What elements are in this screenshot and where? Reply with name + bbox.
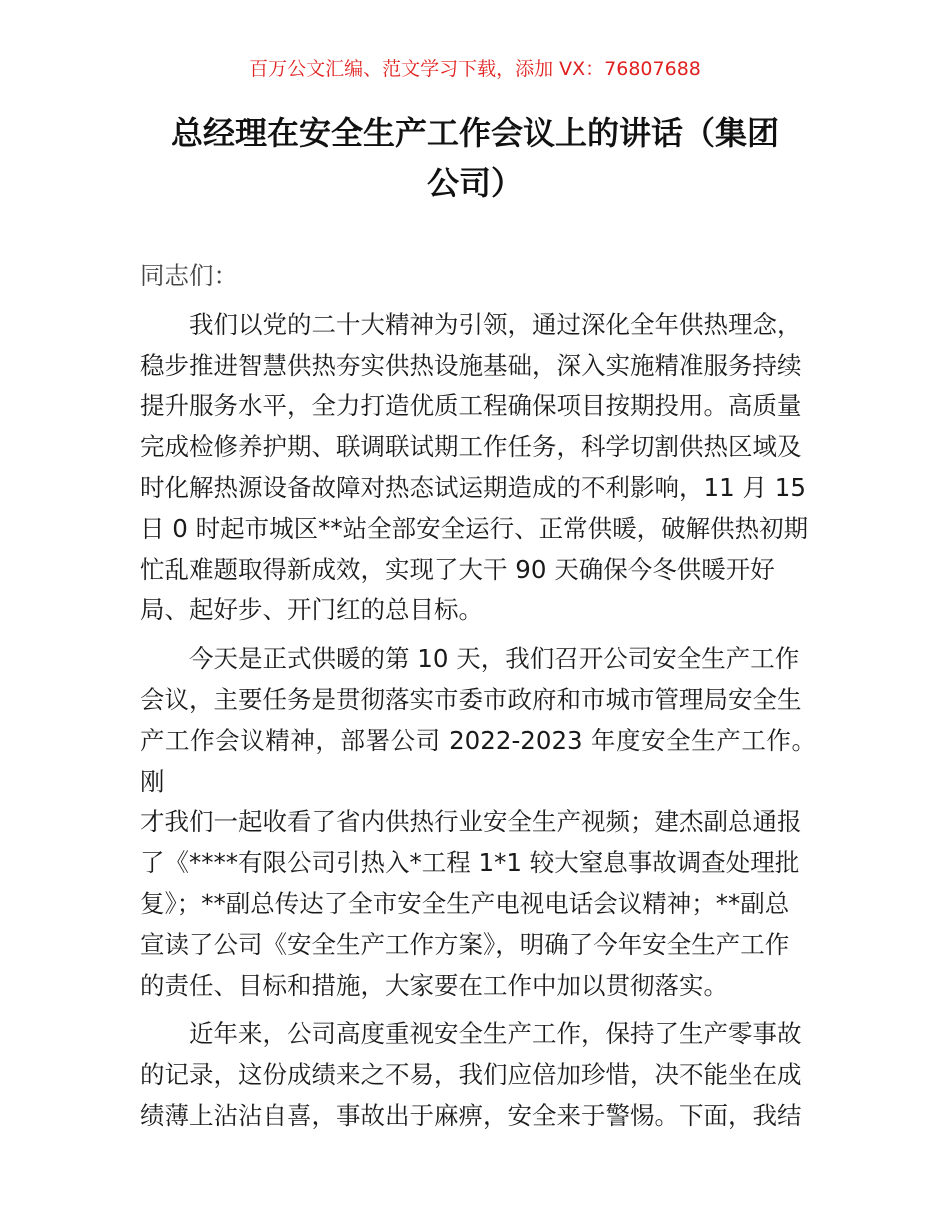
paragraph-1: 我们以党的二十大精神为引领，通过深化全年供热理念， 稳步推进智慧供热夯实供热设施基础，深入实施精准服务持续 提升服务水平，全力打造优质工程确保项目按期投用。高质量 完成检修养护期、联调联试期工作任务，科学切割供热区域及 时化解热源设备故障对热态试运期造成的不利影响，11 月 15 日 0 时起市城区**站全部安全运行、正常供暖，破解供热初期 忙乱难题取得新成效，实现了大干 90 天确保今冬供暖开好 局、起好步、开门红的总目标。 xyxy=(140,309,809,625)
promo-banner: 百万公文汇编、范文学习下载，添加 VX：76807688 xyxy=(249,58,701,80)
paragraph-3: 近年来，公司高度重视安全生产工作，保持了生产零事故 的记录，这份成绩来之不易，我们应倍加珍惜，决不能坐在成 绩薄上沾沾自喜，事故出于麻痹，安全来于警惕。下面，我结 xyxy=(140,1019,802,1130)
title-line-2: 公司） xyxy=(426,164,523,202)
title-line-1: 总经理在安全生产工作会议上的讲话（集团 xyxy=(170,114,779,152)
salutation: 同志们： xyxy=(140,261,238,290)
paragraph-2: 今天是正式供暖的第 10 天，我们召开公司安全生产工作 会议，主要任务是贯彻落实市委市政府和市城市管理局安全生 产工作会议精神，部署公司 2022-2023 年度安全生产工作。刚 才我们一起收看了省内供热行业安全生产视频；建杰副总通报 了《****有限公司引热入*工程 1*1 较大窒息事故调查处理批 复》；**副总传达了全市安全生产电视电话会议精神；**副总 宣读了公司《安全生产工作方案》，明确了今年安全生产工作 的责任、目标和措施，大家要在工作中加以贯彻落实。 xyxy=(140,644,816,1000)
document-title xyxy=(120,108,830,208)
document-body xyxy=(140,256,816,1145)
